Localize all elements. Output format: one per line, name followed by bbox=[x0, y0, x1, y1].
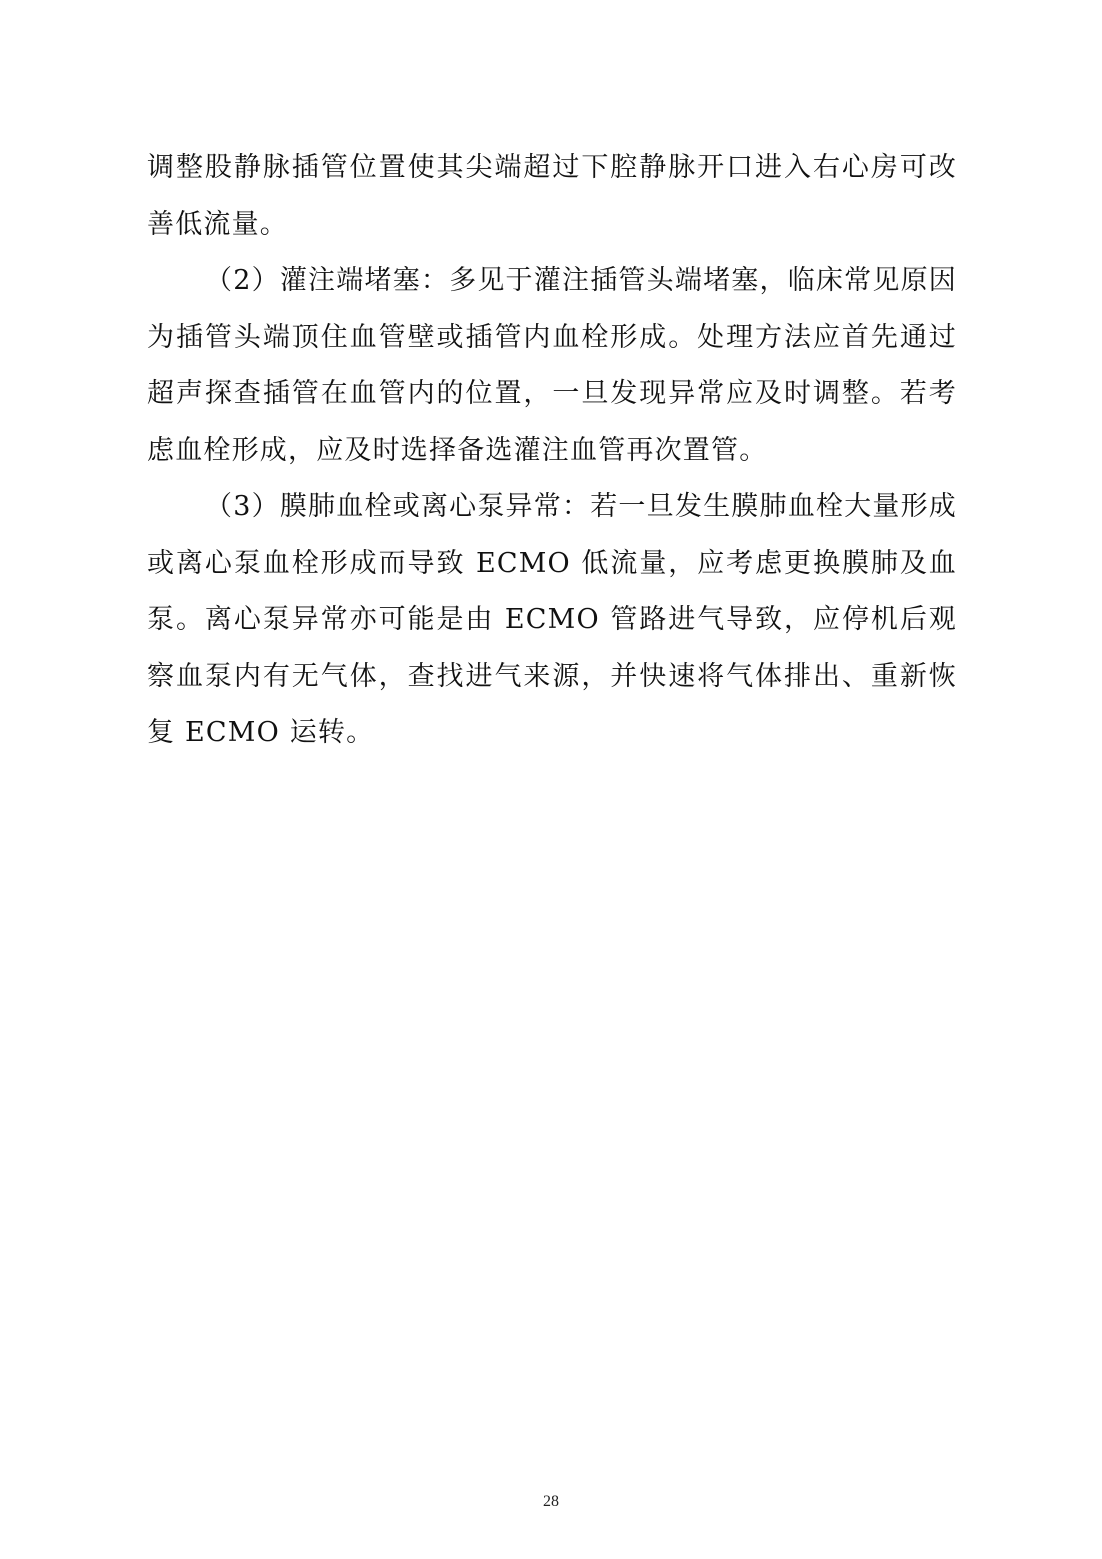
paragraph-perfusion-blockage: （2）灌注端堵塞：多见于灌注插管头端堵塞，临床常见原因为插管头端顶住血管壁或插管内血栓形成。处理方法应首先通过超声探查插管在血管内的位置，一旦发现异常应及时调整。若考虑血栓形成，应及时选择备选灌注血管再次置管。 bbox=[147, 265, 957, 466]
page-number: 28 bbox=[543, 1493, 559, 1510]
paragraph-continuation: 调整股静脉插管位置使其尖端超过下腔静脉开口进入右心房可改善低流量。 bbox=[147, 152, 957, 240]
paragraph-oxygenator-pump-abnormality: （3）膜肺血栓或离心泵异常：若一旦发生膜肺血栓大量形成或离心泵血栓形成而导致 ECMO 低流量，应考虑更换膜肺及血泵。离心泵异常亦可能是由 ECMO 管路进气导致，应停机后观察血泵内有无气体，查找进气来源，并快速将气体排出、重新恢复 ECMO 运转。 bbox=[147, 491, 957, 748]
body-text bbox=[147, 140, 957, 762]
